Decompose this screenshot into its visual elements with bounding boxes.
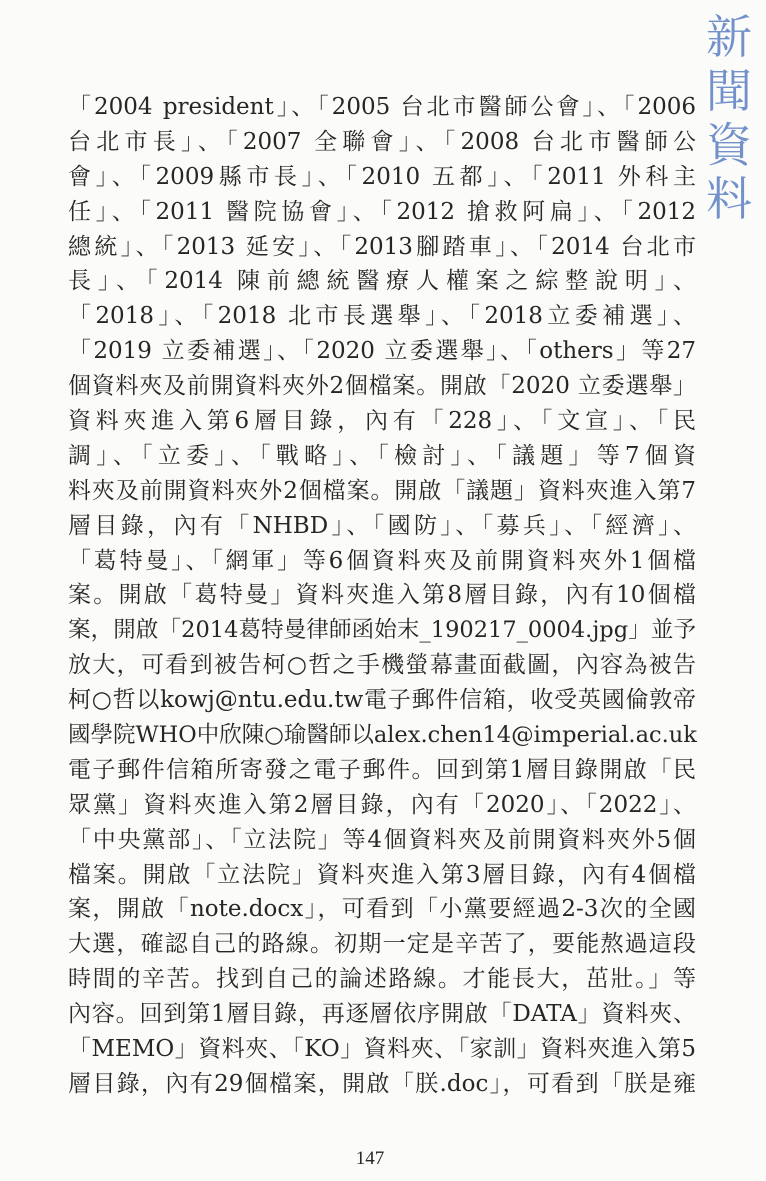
text-line: 案，開啟「note.docx」，可看到「小黨要經過2-3次的全國 (68, 896, 696, 923)
text-line: 大選，確認自己的路線。初期一定是辛苦了，要能熬過這段 (68, 931, 696, 958)
text-line: 內容。回到第1層目錄，再逐層依序開啟「DATA」資料夾、 (68, 1001, 696, 1028)
text-line: 調」、「立委」、「戰略」、「檢討」、「議題」等7個資 (68, 442, 696, 469)
text-line: 國學院WHO中欣陳○瑜醫師以alex.chen14@imperial.ac.uk (68, 722, 697, 749)
text-line: 「MEMO」資料夾、「KO」資料夾、「家訓」資料夾進入第5 (68, 1036, 696, 1063)
text-line: 層目錄，內有「NHBD」、「國防」、「募兵」、「經濟」、 (68, 512, 696, 539)
text-line: 「中央黨部」、「立法院」等4個資料夾及前開資料夾外5個 (68, 826, 696, 853)
text-line: 「2019 立委補選」、「2020 立委選舉」、「others」等27 (68, 338, 696, 365)
news-material-stamp (706, 10, 766, 226)
text-line: 「2004 president」、「2005 台北市醫師公會」、「2006 (68, 94, 696, 120)
stamp-char: 聞 (706, 64, 752, 118)
text-line: 案。開啟「葛特曼」資料夾進入第8層目錄，內有10個檔 (68, 582, 696, 609)
text-line: 「葛特曼」、「網軍」等6個資料夾及前開資料夾外1個檔 (68, 547, 696, 574)
text-line: 時間的辛苦。找到自己的論述路線。才能長大，茁壯。」等 (68, 966, 696, 993)
body-text (68, 90, 696, 1102)
text-line: 層目錄，內有29個檔案，開啟「朕.doc」，可看到「朕是雍 (68, 1070, 696, 1097)
text-line: 任」、「2011 醫院協會」、「2012 搶救阿扁」、「2012 (68, 198, 696, 225)
text-line: 檔案。開啟「立法院」資料夾進入第3層目錄，內有4個檔 (68, 861, 696, 888)
stamp-char: 新 (706, 10, 752, 64)
text-line: 會」、「2009縣市長」、「2010 五都」、「2011 外科主 (68, 163, 696, 190)
text-line: 電子郵件信箱所寄發之電子郵件。回到第1層目錄開啟「民 (68, 756, 696, 783)
page-number: 147 (355, 1148, 385, 1169)
text-line: 料夾及前開資料夾外2個檔案。開啟「議題」資料夾進入第7 (68, 477, 696, 504)
text-line: 總統」、「2013 延安」、「2013腳踏車」、「2014 台北市 (68, 233, 696, 260)
text-line: 眾黨」資料夾進入第2層目錄，內有「2020」、「2022」、 (68, 791, 696, 818)
text-line: 「2018」、「2018 北市長選舉」、「2018立委補選」、 (68, 303, 696, 330)
stamp-char: 資 (706, 118, 752, 172)
stamp-char: 料 (706, 172, 752, 226)
text-line: 長」、「2014 陳前總統醫療人權案之綜整說明」、 (68, 268, 696, 295)
text-line: 個資料夾及前開資料夾外2個檔案。開啟「2020 立委選舉」 (68, 373, 696, 400)
text-line: 放大，可看到被告柯○哲之手機螢幕畫面截圖，內容為被告 (68, 652, 696, 679)
text-line: 資料夾進入第6層目錄，內有「228」、「文宣」、「民 (68, 408, 696, 435)
text-line: 柯○哲以kowj@ntu.edu.tw電子郵件信箱，收受英國倫敦帝 (68, 687, 696, 714)
text-line: 案，開啟「2014葛特曼律師函始末_190217_0004.jpg」並予 (68, 617, 696, 644)
text-line: 台北市長」、「2007 全聯會」、「2008 台北市醫師公 (68, 128, 696, 155)
